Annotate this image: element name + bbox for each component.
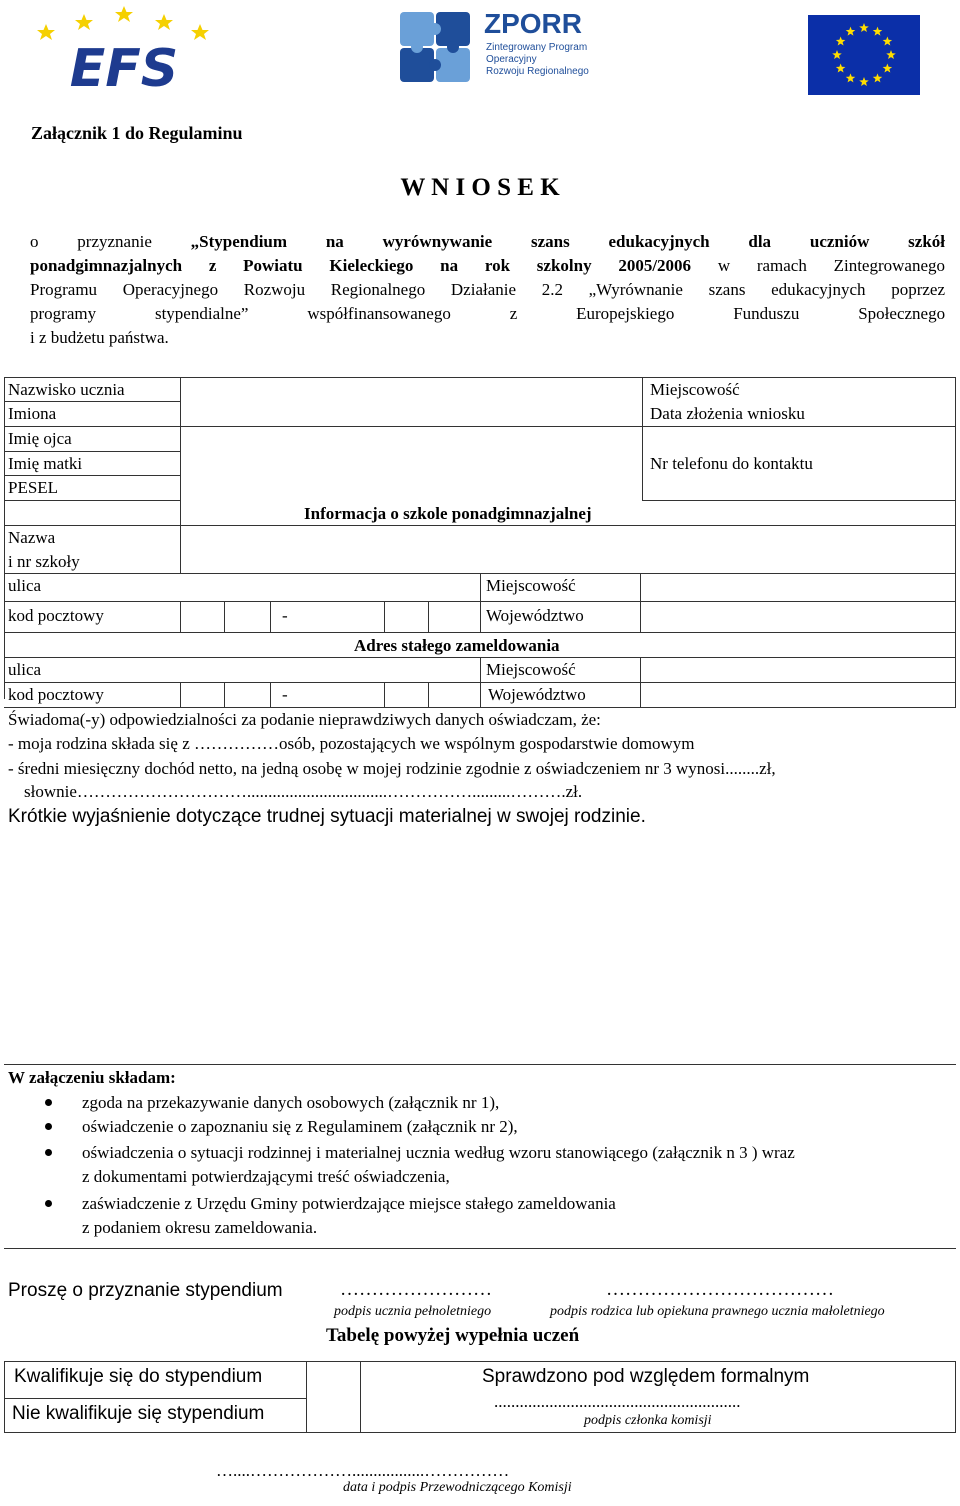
chair-signature-caption: data i podpis Przewodniczącego Komisji [343,1480,572,1495]
label-school-number: i nr szkoły [8,552,80,571]
label-school-voivodeship: Województwo [486,606,584,625]
efs-logo [34,4,214,94]
parent-signature-caption: podpis rodzica lub opiekuna prawnego ucznia małoletniego [550,1304,885,1319]
label-mother-name: Imię matki [8,454,83,473]
label-place: Miejscowość [650,380,740,399]
label-address-postcode: kod pocztowy [8,685,104,704]
filled-by-student-note: Tabelę powyżej wypełnia uczeń [326,1325,580,1346]
attachment-item: oświadczenie o zapoznaniu się z Regulaminem (załącznik nr 2), [82,1117,518,1136]
bullet-icon [45,1149,52,1156]
attachment-item: oświadczenia o sytuacji rodzinnej i materialnej ucznia według wzoru stanowiącego (załącznik n 3 ) wraz [82,1143,795,1162]
label-address-voivodeship: Województwo [488,685,586,704]
member-signature-line: .......................................................... [494,1392,741,1411]
not-qualifies-option: Nie kwalifikuje się stypendium [12,1403,265,1424]
eu-flag-logo [808,15,920,95]
intro-line-4: programy stypendialne” współfinansowanego z Europejskiego Funduszu Społecznego [30,304,946,323]
intro-line-1: o przyznanie „Stypendium na wyrównywanie szans edukacyjnych dla uczniów szkół [30,232,945,251]
label-submission-date: Data złożenia wniosku [650,404,805,423]
address-section-header: Adres stałego zameldowania [354,636,560,655]
label-school-street: ulica [8,576,42,595]
formal-check-label: Sprawdzono pod względem formalnym [482,1366,810,1387]
attachments-header: W załączeniu składam: [8,1068,176,1087]
declaration-income-words: słownie………………………….................................…………….........……….zł. [24,782,583,801]
attachment-item-continued: z podaniem okresu zameldowania. [82,1218,318,1237]
bullet-icon [45,1123,52,1130]
member-signature-caption: podpis członka komisji [584,1413,712,1428]
intro-line-2: ponadgimnazjalnych z Powiatu Kieleckiego na rok szkolny 2005/2006 w ramach Zintegrowanego [30,256,946,275]
declaration-income: - średni miesięczny dochód netto, na jedną osobę w mojej rodzinie zgodnie z oświadczeniem nr 3 wynosi........zł, [8,759,776,778]
label-address-street: ulica [8,660,42,679]
student-signature-caption: podpis ucznia pełnoletniego [334,1304,492,1319]
declaration-intro: Świadoma(-y) odpowiedzialności za podanie nieprawdziwych danych oświadczam, że: [8,710,601,729]
student-signature-line: …………………… [340,1279,492,1300]
request-text: Proszę o przyznanie stypendium [8,1280,283,1301]
annex-label: Załącznik 1 do Regulaminu [31,123,243,143]
label-pesel: PESEL [8,478,59,497]
zporr-subtitle: Zintegrowany Program Operacyjny Rozwoju Regionalnego [486,42,589,77]
chair-signature-line: …....……………….................…………… [216,1461,510,1480]
label-school-city: Miejscowość [486,576,576,595]
label-names: Imiona [8,404,57,423]
zporr-logo [394,8,589,94]
document-title: W N I O S E K [400,174,560,201]
intro-line-5: i z budżetu państwa. [30,328,169,347]
school-section-header: Informacja o szkole ponadgimnazjalnej [304,504,592,523]
bullet-icon [45,1200,52,1207]
parent-signature-line: ……………………………… [606,1279,834,1300]
address-postcode-dash: - [282,685,288,704]
intro-line-3: Programu Operacyjnego Rozwoju Regionalnego Działanie 2.2 „Wyrównanie szans edukacyjnych poprzez [30,280,945,299]
attachment-item-continued: z dokumentami potwierdzającymi treść oświadczenia, [82,1167,450,1186]
qualifies-option: Kwalifikuje się do stypendium [14,1366,263,1387]
label-surname: Nazwisko ucznia [8,380,125,399]
svg-text:EFS: EFS [69,39,179,94]
label-phone: Nr telefonu do kontaktu [650,454,813,473]
label-address-city: Miejscowość [486,660,576,679]
situation-explanation-label: Krótkie wyjaśnienie dotyczące trudnej sytuacji materialnej w swojej rodzinie. [8,806,646,827]
label-school-name: Nazwa [8,528,56,547]
label-school-postcode: kod pocztowy [8,606,104,625]
declaration-family-size: - moja rodzina składa się z ……………osób, pozostających we wspólnym gospodarstwie domowym [8,734,695,753]
bullet-icon [45,1099,52,1106]
label-father-name: Imię ojca [8,429,72,448]
postcode-dash: - [282,606,288,625]
attachment-item: zaświadczenie z Urzędu Gminy potwierdzające miejsce stałego zameldowania [82,1194,616,1213]
zporr-wordmark: ZPORR [484,8,582,39]
attachment-item: zgoda na przekazywanie danych osobowych (załącznik nr 1), [82,1093,500,1112]
